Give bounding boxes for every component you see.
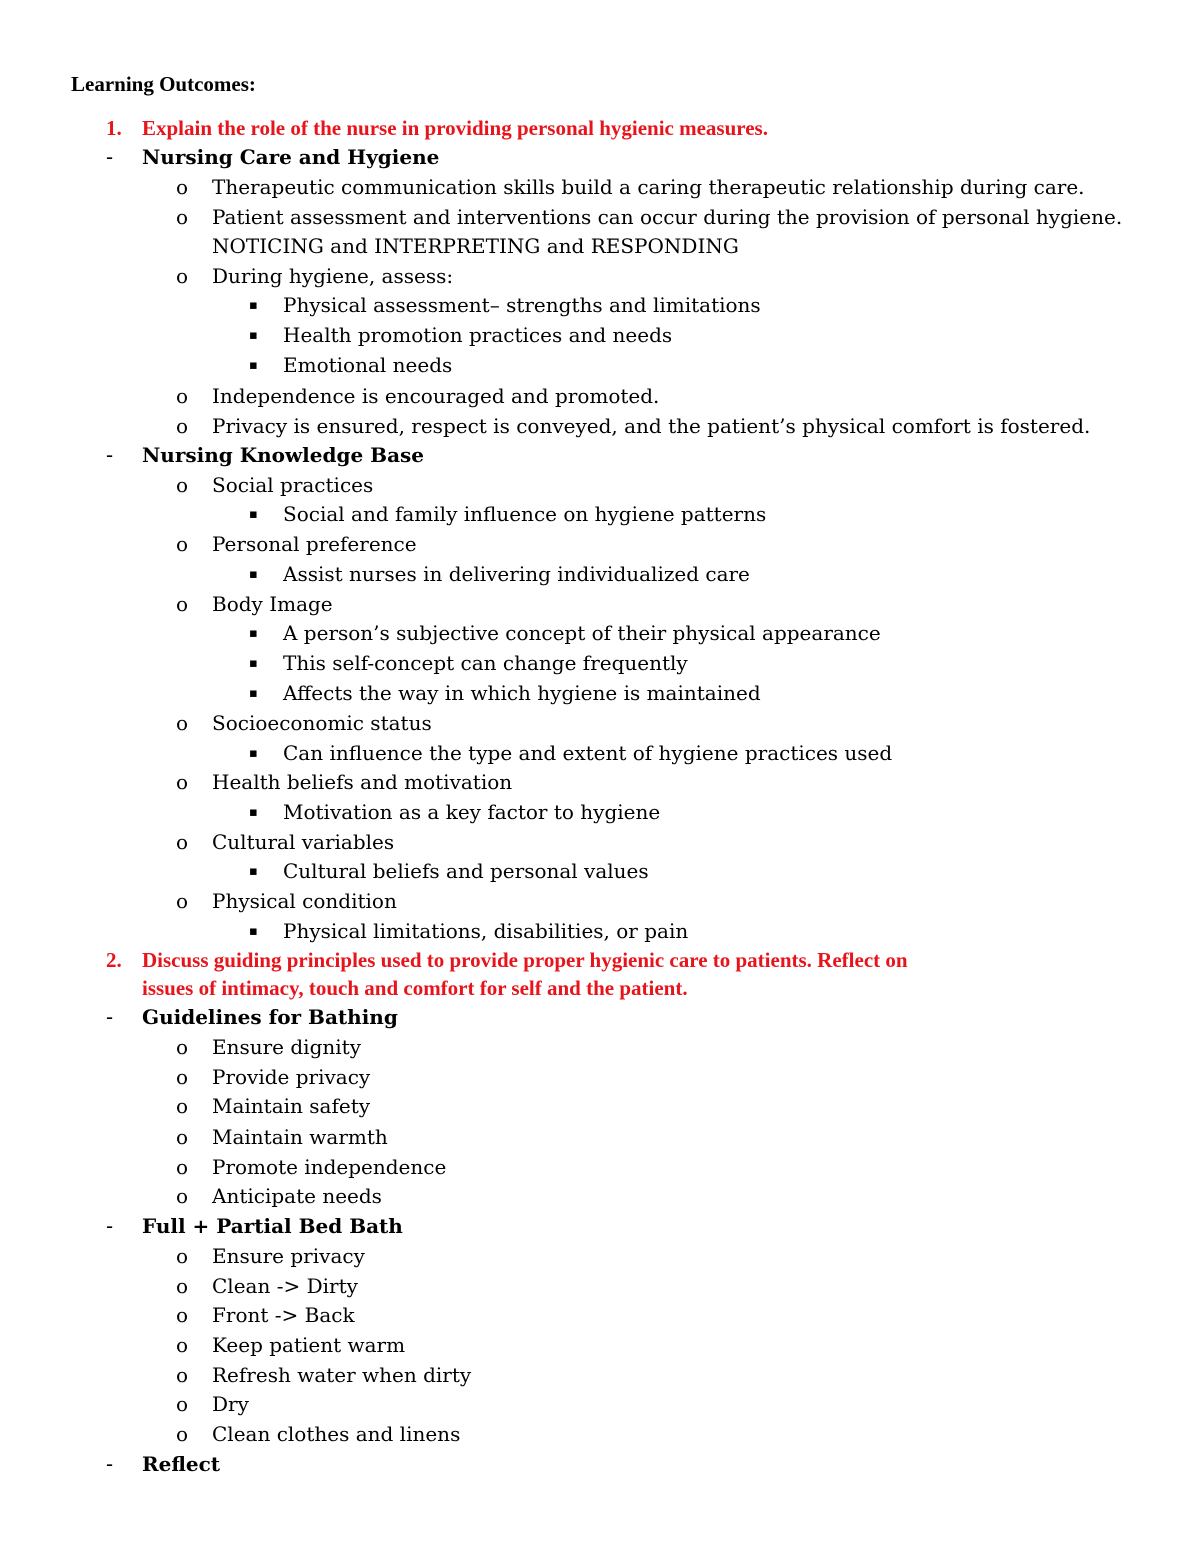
sub-list-item-text: Can influence the type and extent of hygiene practices used (283, 741, 893, 765)
square-bullet-icon: ▪ (249, 656, 258, 671)
sub-list-item-text: Physical assessment– strengths and limitations (283, 293, 761, 317)
square-bullet-icon: ▪ (249, 358, 258, 373)
sub-list-item-text: Cultural beliefs and personal values (283, 859, 649, 883)
circle-bullet-icon: o (176, 1065, 189, 1089)
outcome-number: 2. (106, 948, 122, 972)
circle-bullet-icon: o (176, 473, 189, 497)
sub-list-item-text: A person’s subjective concept of their physical appearance (283, 621, 881, 645)
outcome-text: Discuss guiding principles used to provide proper hygienic care to patients. Reflect on (142, 948, 908, 972)
circle-bullet-icon: o (176, 889, 189, 913)
list-item-text: Maintain safety (212, 1094, 371, 1118)
square-bullet-icon: ▪ (249, 328, 258, 343)
list-item-text: Anticipate needs (212, 1184, 382, 1208)
list-item-text: Front -> Back (212, 1303, 355, 1327)
list-item-text: Provide privacy (212, 1065, 371, 1089)
page-title: Learning Outcomes: (71, 72, 256, 96)
circle-bullet-icon: o (176, 205, 189, 229)
circle-bullet-icon: o (176, 384, 189, 408)
outcome-number: 1. (106, 116, 122, 140)
list-item-text: Maintain warmth (212, 1125, 388, 1149)
dash-marker: - (106, 1452, 114, 1476)
circle-bullet-icon: o (176, 1035, 189, 1059)
square-bullet-icon: ▪ (249, 805, 258, 820)
list-item-text: Dry (212, 1392, 249, 1416)
square-bullet-icon: ▪ (249, 924, 258, 939)
dash-marker: - (106, 443, 114, 467)
outcome-text: issues of intimacy, touch and comfort for self and the patient. (142, 976, 688, 1000)
circle-bullet-icon: o (176, 711, 189, 735)
list-item-text: Clean -> Dirty (212, 1274, 358, 1298)
sub-list-item-text: Social and family influence on hygiene patterns (283, 502, 767, 526)
section-heading-text: Nursing Knowledge Base (142, 443, 425, 467)
list-item-text: Cultural variables (212, 830, 395, 854)
circle-bullet-icon: o (176, 175, 189, 199)
circle-bullet-icon: o (176, 592, 189, 616)
list-item-text: Health beliefs and motivation (212, 770, 513, 794)
list-item-text: Physical condition (212, 889, 397, 913)
circle-bullet-icon: o (176, 1125, 189, 1149)
square-bullet-icon: ▪ (249, 746, 258, 761)
square-bullet-icon: ▪ (249, 864, 258, 879)
sub-list-item-text: Health promotion practices and needs (283, 323, 673, 347)
sub-list-item-text: Emotional needs (283, 353, 453, 377)
sub-list-item-text: Assist nurses in delivering individualized care (283, 562, 750, 586)
list-item-text: Therapeutic communication skills build a caring therapeutic relationship during care. (212, 175, 1085, 199)
list-item-text: Clean clothes and linens (212, 1422, 461, 1446)
square-bullet-icon: ▪ (249, 626, 258, 641)
circle-bullet-icon: o (176, 830, 189, 854)
list-item-text: Privacy is ensured, respect is conveyed, and the patient’s physical comfort is fostered. (212, 414, 1091, 438)
circle-bullet-icon: o (176, 1155, 189, 1179)
circle-bullet-icon: o (176, 1363, 189, 1387)
sub-list-item-text: Physical limitations, disabilities, or pain (283, 919, 689, 943)
circle-bullet-icon: o (176, 1244, 189, 1268)
list-item-text: Body Image (212, 592, 333, 616)
circle-bullet-icon: o (176, 414, 189, 438)
circle-bullet-icon: o (176, 1422, 189, 1446)
sub-list-item-text: Affects the way in which hygiene is maintained (283, 681, 761, 705)
list-item-text: Keep patient warm (212, 1333, 406, 1357)
circle-bullet-icon: o (176, 1303, 189, 1327)
circle-bullet-icon: o (176, 770, 189, 794)
list-item-text: During hygiene, assess: (212, 264, 454, 288)
circle-bullet-icon: o (176, 1184, 189, 1208)
section-heading-text: Reflect (142, 1452, 221, 1476)
dash-marker: - (106, 1214, 114, 1238)
outcome-text: Explain the role of the nurse in providing personal hygienic measures. (142, 116, 768, 140)
dash-marker: - (106, 145, 114, 169)
circle-bullet-icon: o (176, 1333, 189, 1357)
list-item-text: Personal preference (212, 532, 417, 556)
square-bullet-icon: ▪ (249, 567, 258, 582)
square-bullet-icon: ▪ (249, 686, 258, 701)
section-heading-text: Nursing Care and Hygiene (142, 145, 440, 169)
section-heading-text: Full + Partial Bed Bath (142, 1214, 403, 1238)
list-item-text: Patient assessment and interventions can occur during the provision of personal hygiene. (212, 205, 1123, 229)
sub-list-item-text: Motivation as a key factor to hygiene (283, 800, 661, 824)
list-item-text: Promote independence (212, 1155, 447, 1179)
circle-bullet-icon: o (176, 1392, 189, 1416)
circle-bullet-icon: o (176, 1274, 189, 1298)
square-bullet-icon: ▪ (249, 298, 258, 313)
section-heading-text: Guidelines for Bathing (142, 1005, 398, 1029)
circle-bullet-icon: o (176, 532, 189, 556)
list-item-text: Ensure privacy (212, 1244, 365, 1268)
sub-list-item-text: This self-concept can change frequently (283, 651, 688, 675)
list-item-text: Social practices (212, 473, 374, 497)
list-item-text: Ensure dignity (212, 1035, 361, 1059)
circle-bullet-icon: o (176, 264, 189, 288)
circle-bullet-icon: o (176, 1094, 189, 1118)
list-item-text: Independence is encouraged and promoted. (212, 384, 660, 408)
square-bullet-icon: ▪ (249, 507, 258, 522)
list-item-text: Refresh water when dirty (212, 1363, 472, 1387)
dash-marker: - (106, 1005, 114, 1029)
list-item-text: Socioeconomic status (212, 711, 432, 735)
list-item-text: NOTICING and INTERPRETING and RESPONDING (212, 234, 739, 258)
